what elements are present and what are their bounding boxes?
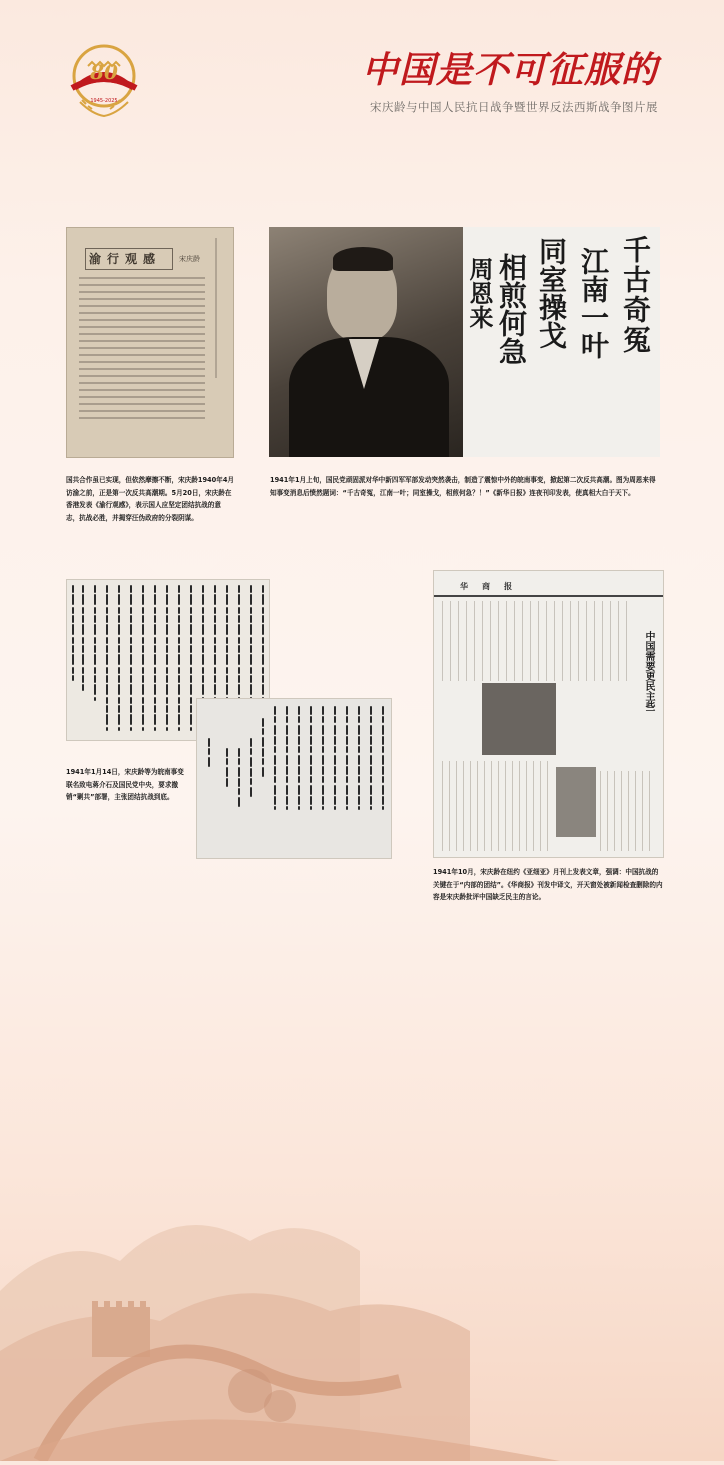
caption-huashang: 1941年10月，宋庆龄在纽约《亚细亚》月刊上发表文章，强调：中国抗战的关键在于“内部的团结”。《华商报》刊发中译文，开天窗处被新闻检查删除的内容是宋庆龄批评中国缺乏民主的言论。 <box>433 868 663 901</box>
newspaper-cartoon-2 <box>556 767 596 837</box>
calligraphy-line-3: 同室操戈 <box>535 237 568 349</box>
article-heading: 渝行观感 <box>89 252 162 266</box>
article-author: 宋庆龄 <box>179 255 200 263</box>
page-subtitle: 宋庆龄与中国人民抗日战争暨世界反法西斯战争图片展 <box>370 100 658 114</box>
portrait-photo-zhou <box>269 227 463 457</box>
anniversary-logo <box>62 40 146 120</box>
logo-years: 1945-2025 <box>90 98 118 104</box>
newspaper-photo-huashang <box>433 570 664 858</box>
article-text-lines <box>73 272 211 424</box>
handwriting-icon <box>197 699 391 858</box>
caption-telegram: 1941年1月14日，宋庆龄等为皖南事变联名致电蒋介石及国民党中央，要求撤销“剿共”部署，主张团结抗战到底。 <box>66 768 184 801</box>
logo-number: 80 <box>90 60 118 84</box>
caption-wannan: 1941年1月上旬，国民党顽固派对华中新四军军部发动突然袭击，制造了震惊中外的皖南事变，掀起第二次反共高潮。图为周恩来得知事变消息后愤然题词：“千古奇冤，江南一叶；同室操戈，相煎何急？！”《新华日报》连夜刊印发表，使真相大白于天下。 <box>270 476 656 497</box>
calligraphy-line-4: 相煎何急 <box>495 253 528 365</box>
great-wall-illustration-icon <box>0 1121 724 1461</box>
article-photo-yuxing <box>66 227 234 458</box>
newspaper-masthead: 华商报 <box>460 582 526 591</box>
telegram-manuscript-2 <box>196 698 392 859</box>
calligraphy-signature: 周恩来 <box>465 257 494 329</box>
calligraphy-line-1: 千古奇冤 <box>619 235 652 355</box>
calligraphy-line-2: 江南一叶 <box>577 247 610 359</box>
page-title: 中国是不可征服的 <box>361 49 658 91</box>
calligraphy-photo <box>463 227 660 457</box>
caption-yuxing: 国共合作虽已实现，但依然摩擦不断，宋庆龄1940年4月访渝之前，正是第一次反共高潮期。5月20日，宋庆龄在香港发表《渝行观感》，表示国人应坚定团结抗战的意志，抗战必胜，并揭穿汪伪政府的分裂阴谋。 <box>66 476 235 522</box>
newspaper-headline: 中国需要更民主些 <box>643 631 654 711</box>
newspaper-cartoon <box>482 683 556 755</box>
great-wall-landscape <box>0 1121 724 1461</box>
